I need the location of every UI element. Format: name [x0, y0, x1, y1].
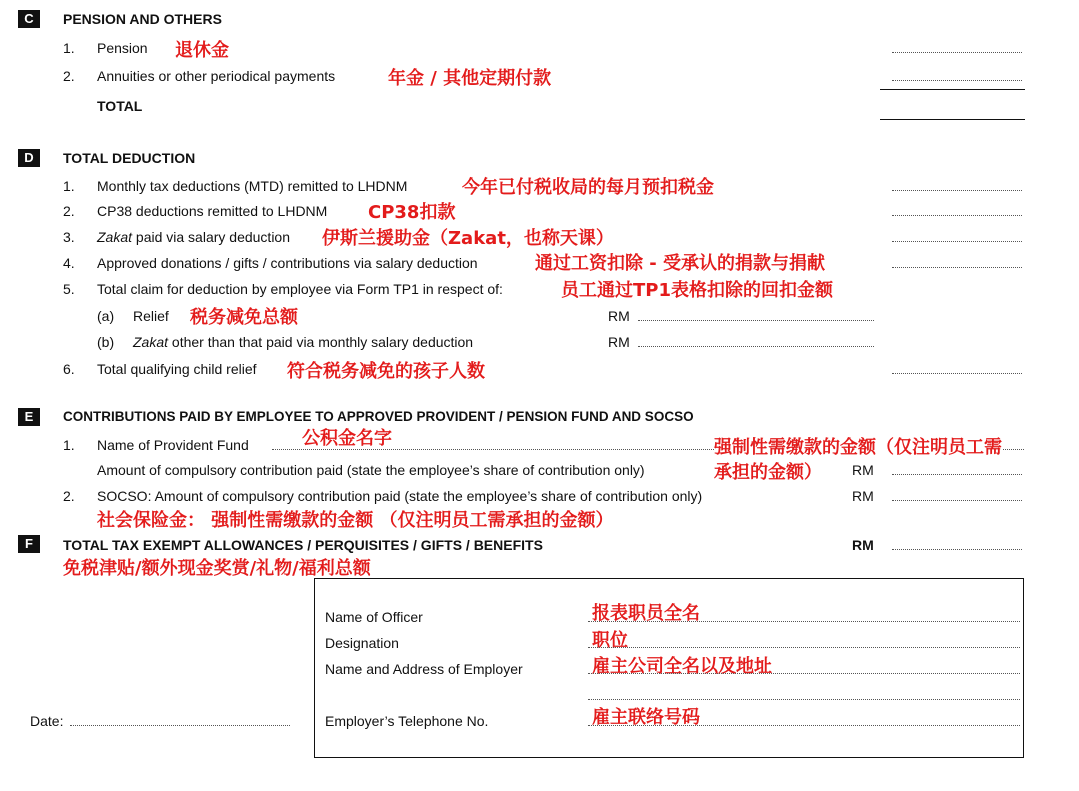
e2-note: 社会保险金： 强制性需缴款的金额 （仅注明员工需承担的金额） [97, 510, 614, 531]
d5-number: 5. [63, 281, 75, 297]
d1-number: 1. [63, 178, 75, 194]
e1-amount-label: Amount of compulsory contribution paid (state the employee’s share of contribution only) [97, 462, 645, 478]
d1-label: Monthly tax deductions (MTD) remitted to LHDNM [97, 178, 408, 194]
employer-label: Name and Address of Employer [325, 661, 523, 677]
c2-number: 2. [63, 68, 75, 84]
designation-label: Designation [325, 635, 399, 651]
e2-label: SOCSO: Amount of compulsory contribution paid (state the employee’s share of contribution only) [97, 488, 703, 504]
officer-name-label: Name of Officer [325, 609, 423, 625]
e2-rm: RM [852, 488, 874, 504]
d4-amount-field[interactable] [892, 267, 1022, 268]
f-amount-field[interactable] [892, 549, 1022, 550]
designation-note: 职位 [592, 630, 628, 651]
d3-note: 伊斯兰援助金（Zakat，也称天课） [322, 228, 614, 249]
d5-label: Total claim for deduction by employee via Form TP1 in respect of: [97, 281, 503, 297]
d4-note: 通过工资扣除 - 受承认的捐款与捐献 [535, 253, 826, 274]
employer-note: 雇主公司全名以及地址 [592, 656, 772, 677]
d6-note: 符合税务减免的孩子人数 [287, 361, 485, 382]
d3-number: 3. [63, 229, 75, 245]
d2-amount-field[interactable] [892, 215, 1022, 216]
date-label: Date: [30, 713, 64, 729]
section-e-title: CONTRIBUTIONS PAID BY EMPLOYEE TO APPROVED PROVIDENT / PENSION FUND AND SOCSO [63, 409, 694, 424]
d5b-label-italic: Zakat [133, 334, 169, 350]
d3-label-rest: paid via salary deduction [132, 229, 291, 245]
date-field[interactable] [70, 725, 290, 726]
f-note: 免税津贴/额外现金奖赏/礼物/福利总额 [63, 558, 371, 579]
section-f-marker: F [18, 535, 40, 553]
d3-amount-field[interactable] [892, 241, 1022, 242]
d6-label: Total qualifying child relief [97, 361, 257, 377]
officer-name-note: 报表职员全名 [592, 603, 700, 624]
employer-field[interactable] [588, 673, 1020, 674]
telephone-note: 雇主联络号码 [592, 707, 700, 728]
officer-name-field[interactable] [588, 621, 1020, 622]
c2-amount-field[interactable] [892, 80, 1022, 81]
section-d-title: TOTAL DEDUCTION [63, 150, 196, 166]
d5b-number: (b) [97, 334, 115, 350]
d5a-note: 税务减免总额 [190, 307, 298, 328]
d6-number: 6. [63, 361, 75, 377]
c1-amount-field[interactable] [892, 52, 1022, 53]
d4-number: 4. [63, 255, 75, 271]
c2-label: Annuities or other periodical payments [97, 68, 336, 84]
section-f-title: TOTAL TAX EXEMPT ALLOWANCES / PERQUISITES / GIFTS / BENEFITS [63, 537, 543, 553]
section-c-marker: C [18, 10, 40, 28]
d2-note: CP38扣款 [368, 202, 456, 223]
d5b-label-rest: other than that paid via monthly salary deduction [168, 334, 474, 350]
d5a-amount-field[interactable] [638, 320, 874, 321]
d5-note: 员工通过TP1表格扣除的回扣金额 [561, 280, 833, 301]
telephone-field[interactable] [588, 725, 1020, 726]
d1-amount-field[interactable] [892, 190, 1022, 191]
c-total-field[interactable] [880, 119, 1025, 120]
c1-label: Pension [97, 40, 148, 56]
e2-number: 2. [63, 488, 75, 504]
d5a-label: Relief [133, 308, 169, 324]
d3-label-italic: Zakat [97, 229, 133, 245]
d5b-rm: RM [608, 334, 630, 350]
d5b-label [133, 334, 473, 350]
f-rm: RM [852, 537, 874, 553]
d5a-number: (a) [97, 308, 115, 324]
d5a-rm: RM [608, 308, 630, 324]
e2-amount-field[interactable] [892, 500, 1022, 501]
e1-rm: RM [852, 462, 874, 478]
d5b-amount-field[interactable] [638, 346, 874, 347]
e1-number: 1. [63, 437, 75, 453]
d3-label [97, 229, 290, 245]
telephone-label: Employer’s Telephone No. [325, 713, 489, 729]
d2-number: 2. [63, 203, 75, 219]
e1-label: Name of Provident Fund [97, 437, 249, 453]
c-total-topline [880, 89, 1025, 90]
employer-field-line2[interactable] [588, 699, 1020, 700]
d6-amount-field[interactable] [892, 373, 1022, 374]
section-c-title: PENSION AND OTHERS [63, 11, 222, 27]
d2-label: CP38 deductions remitted to LHDNM [97, 203, 328, 219]
c-total-label: TOTAL [97, 98, 143, 114]
d4-label: Approved donations / gifts / contributions via salary deduction [97, 255, 478, 271]
section-e-marker: E [18, 408, 40, 426]
section-d-marker: D [18, 149, 40, 167]
c2-note: 年金 / 其他定期付款 [388, 68, 552, 89]
e1-amount-field[interactable] [892, 474, 1022, 475]
e1-note2-line2: 承担的金额） [714, 462, 822, 483]
designation-field[interactable] [588, 647, 1020, 648]
c1-number: 1. [63, 40, 75, 56]
c1-note: 退休金 [175, 40, 229, 61]
e1-note: 公积金名字 [302, 428, 392, 449]
d1-note: 今年已付税收局的每月预扣税金 [462, 177, 714, 198]
e1-note2-line1: 强制性需缴款的金额（仅注明员工需 [714, 433, 1002, 459]
